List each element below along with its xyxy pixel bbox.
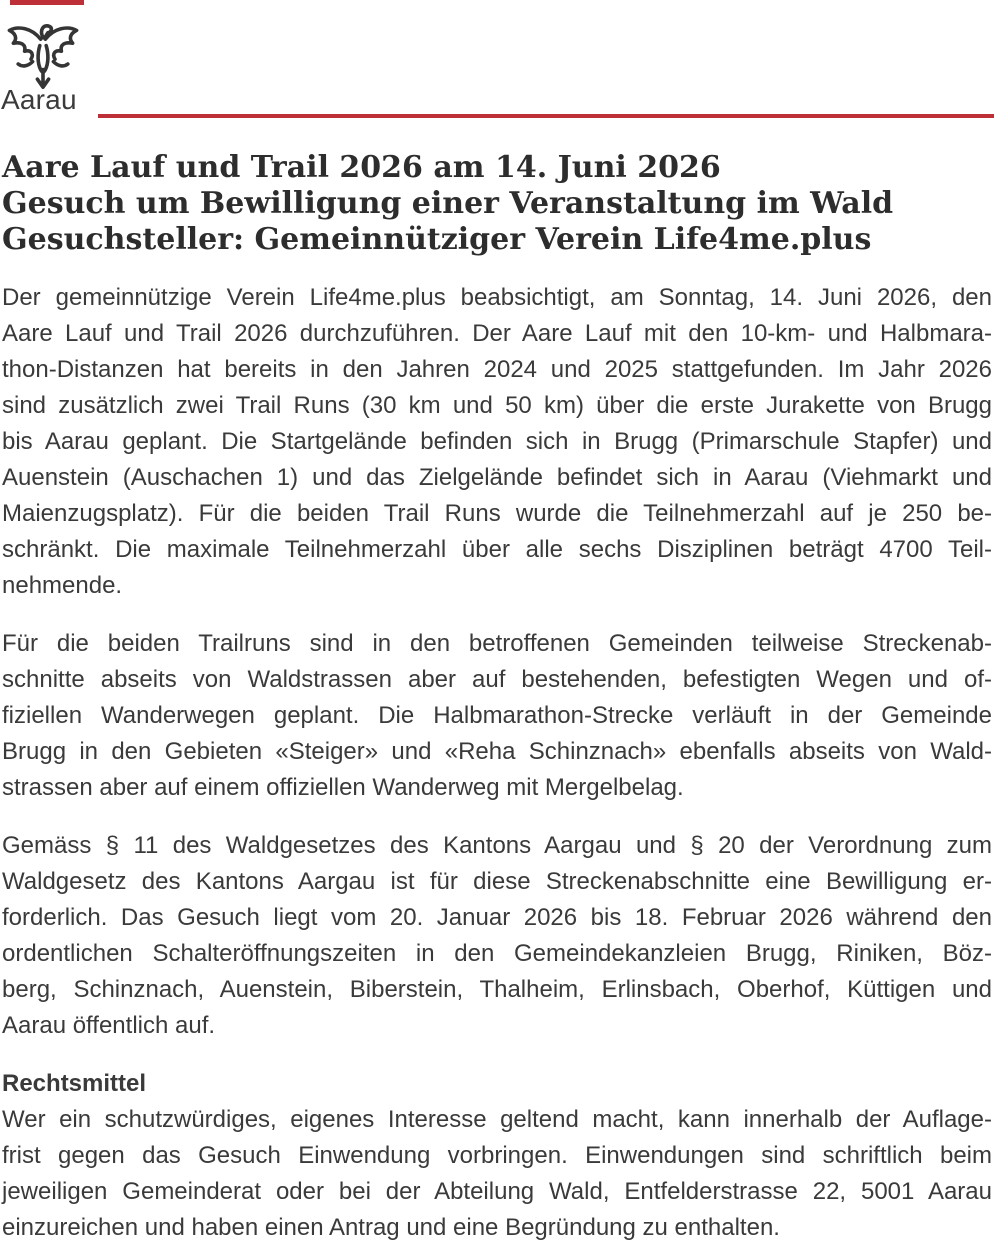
text-line: bis Aarau geplant. Die Startgelände befinden sich in Brugg (Primarschule Stapfer) und — [2, 428, 992, 455]
text-line: frist gegen das Gesuch Einwendung vorbringen. Einwendungen sind schriftlich beim — [2, 1142, 992, 1169]
text-line: sind zusätzlich zwei Trail Runs (30 km und 50 km) über die erste Jurakette von Brugg — [2, 392, 992, 419]
header-rule — [98, 114, 994, 118]
paragraph-route-details — [2, 626, 992, 806]
text-line: einzureichen und haben einen Antrag und eine Begründung zu enthalten. — [2, 1214, 780, 1241]
rechtsmittel-heading: Rechtsmittel — [2, 1070, 147, 1097]
text-line: Brugg in den Gebieten «Steiger» und «Reha Schinznach» ebenfalls abseits von Wald- — [2, 738, 992, 765]
text-line: Wer ein schutzwürdiges, eigenes Interesse geltend macht, kann innerhalb der Auflage- — [2, 1106, 992, 1133]
text-line: thon-Distanzen hat bereits in den Jahren 2024 und 2025 stattgefunden. Im Jahr 2026 — [2, 356, 992, 383]
text-line: Gemäss § 11 des Waldgesetzes des Kantons Aargau und § 20 der Verordnung zum — [2, 832, 992, 859]
top-red-bar — [10, 0, 84, 5]
text-line: fiziellen Wanderwegen geplant. Die Halbmarathon-Strecke verläuft in der Gemeinde — [2, 702, 992, 729]
title-line: Aare Lauf und Trail 2026 am 14. Juni 2026 — [2, 150, 721, 185]
brand-wordmark: Aarau — [1, 84, 77, 115]
text-line: Auenstein (Auschachen 1) und das Zielgelände befindet sich in Aarau (Viehmarkt und — [2, 464, 992, 491]
text-line: schränkt. Die maximale Teilnehmerzahl über alle sechs Disziplinen beträgt 4700 Teil- — [2, 536, 992, 563]
text-line: Aarau öffentlich auf. — [2, 1012, 216, 1039]
aarau-eagle-icon — [2, 20, 84, 92]
text-line: berg, Schinznach, Auenstein, Biberstein, Thalheim, Erlinsbach, Oberhof, Küttigen und — [2, 976, 992, 1003]
title-line: Gesuch um Bewilligung einer Veranstaltung im Wald — [2, 186, 894, 221]
text-line: Aare Lauf und Trail 2026 durchzuführen. Der Aare Lauf mit den 10-km- und Halbmara- — [2, 320, 992, 347]
text-line: ordentlichen Schalteröffnungszeiten in den Gemeindekanzleien Brugg, Riniken, Böz- — [2, 940, 992, 967]
text-line: schnitte abseits von Waldstrassen aber auf bestehenden, befestigten Wegen und of- — [2, 666, 992, 693]
text-line: Maienzugsplatz). Für die beiden Trail Runs wurde die Teilnehmerzahl auf je 250 be- — [2, 500, 992, 527]
text-line: Der gemeinnützige Verein Life4me.plus beabsichtigt, am Sonntag, 14. Juni 2026, den — [2, 284, 992, 311]
section-rechtsmittel — [2, 1066, 992, 1246]
text-line: forderlich. Das Gesuch liegt vom 20. Januar 2026 bis 18. Februar 2026 während den — [2, 904, 992, 931]
paragraph-event-description — [2, 280, 992, 604]
paragraph-legal-basis — [2, 828, 992, 1044]
text-line: strassen aber auf einem offiziellen Wanderweg mit Mergelbelag. — [2, 774, 684, 801]
text-line: nehmende. — [2, 572, 123, 599]
page-title — [2, 150, 992, 258]
title-line: Gesuchsteller: Gemeinnütziger Verein Life4me.plus — [2, 222, 872, 257]
letterhead — [0, 0, 994, 118]
text-line: jeweiligen Gemeinderat oder bei der Abteilung Wald, Entfelderstrasse 22, 5001 Aarau — [2, 1178, 992, 1205]
text-line: Für die beiden Trailruns sind in den betroffenen Gemeinden teilweise Streckenab- — [2, 630, 992, 657]
text-line: Waldgesetz des Kantons Aargau ist für diese Streckenabschnitte eine Bewilligung er- — [2, 868, 992, 895]
